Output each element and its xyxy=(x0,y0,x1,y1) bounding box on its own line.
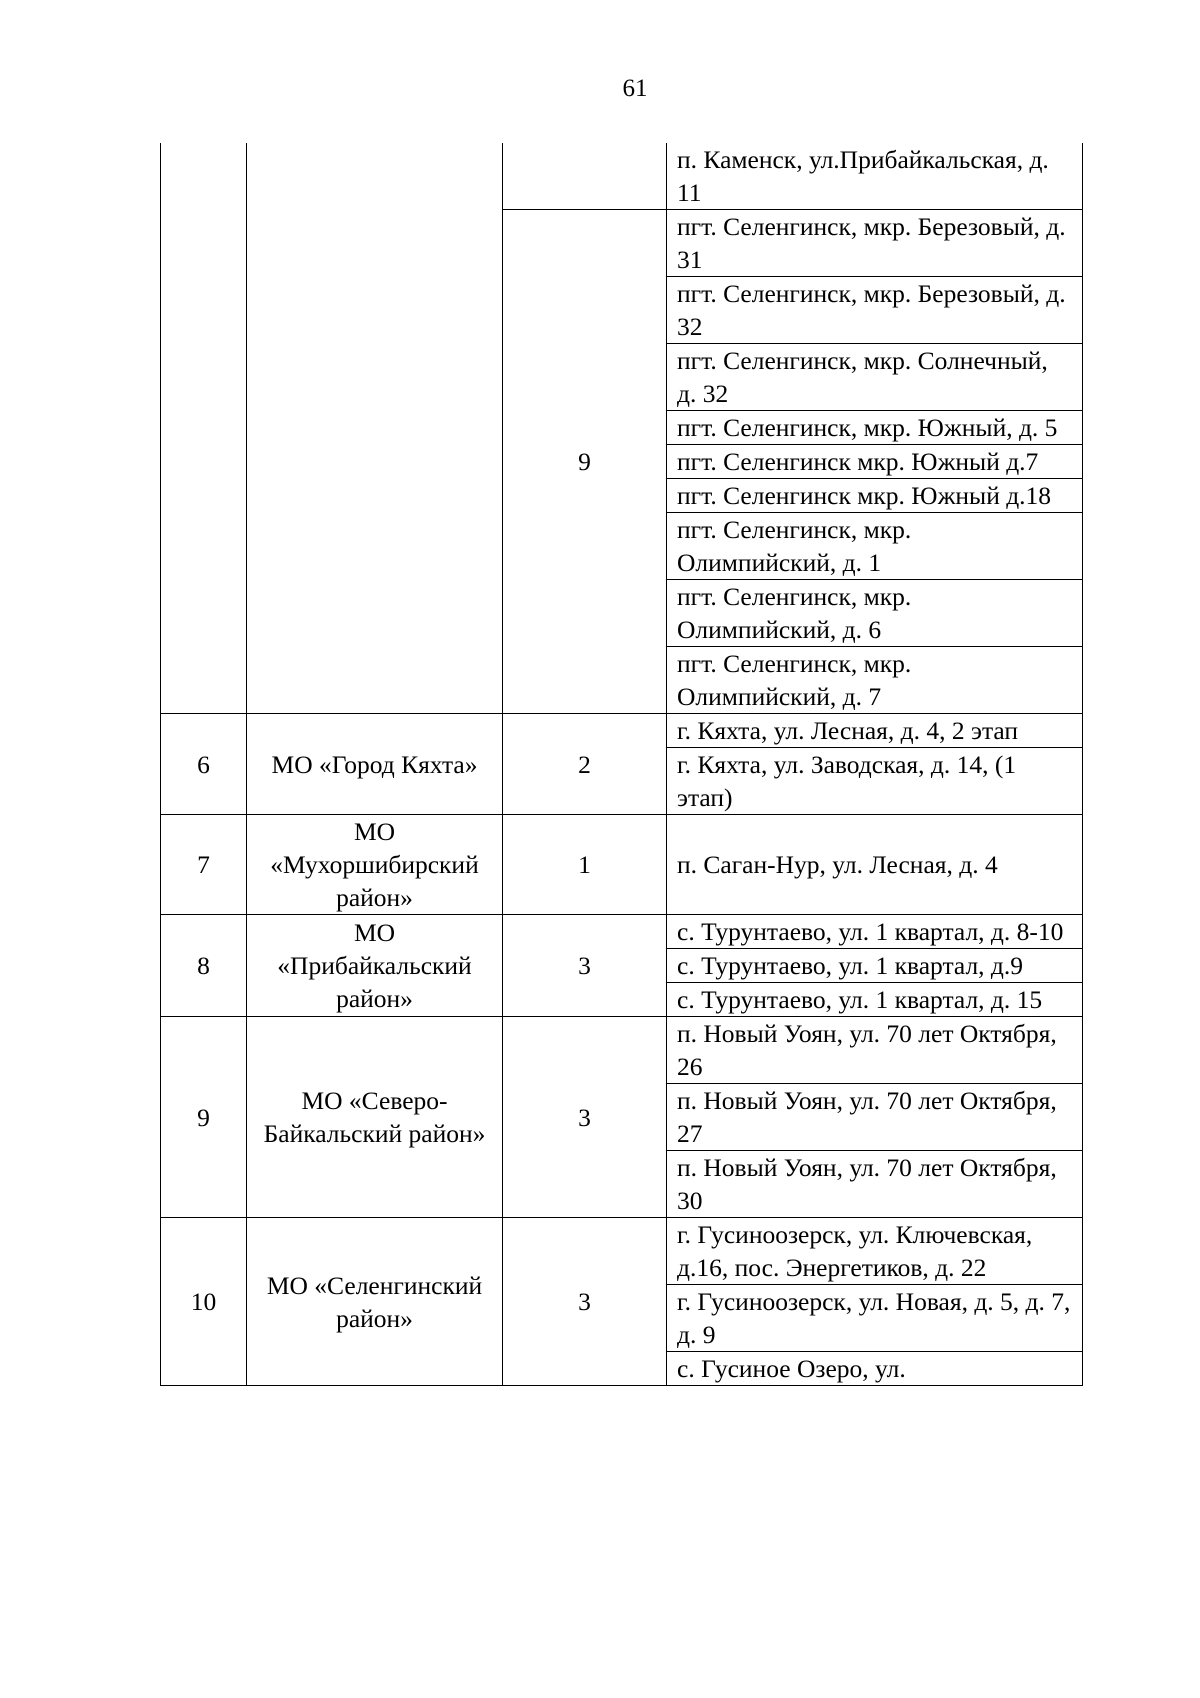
address-cell: пгт. Селенгинск, мкр. Южный, д. 5 xyxy=(667,411,1083,445)
address-cell: пгт. Селенгинск, мкр. Олимпийский, д. 6 xyxy=(667,580,1083,647)
count-cell: 1 xyxy=(503,815,667,915)
address-cell: с. Турунтаево, ул. 1 квартал, д. 8-10 xyxy=(667,915,1083,949)
table-row xyxy=(161,1218,1083,1285)
row-number-cell: 9 xyxy=(161,1017,247,1218)
count-cell: 3 xyxy=(503,1017,667,1218)
address-cell: г. Гусиноозерск, ул. Новая, д. 5, д. 7, д. 9 xyxy=(667,1285,1083,1352)
address-cell: с. Гусиное Озеро, ул. xyxy=(667,1352,1083,1386)
table-row xyxy=(161,915,1083,949)
address-cell: пгт. Селенгинск, мкр. Олимпийский, д. 1 xyxy=(667,513,1083,580)
address-cell: п. Саган-Нур, ул. Лесная, д. 4 xyxy=(667,815,1083,915)
mo-cell xyxy=(247,143,503,714)
address-cell: пгт. Селенгинск, мкр. Березовый, д. 32 xyxy=(667,277,1083,344)
mo-cell: МО «Селенгинский район» xyxy=(247,1218,503,1386)
address-table xyxy=(160,143,1083,1386)
address-cell: пгт. Селенгинск мкр. Южный д.18 xyxy=(667,479,1083,513)
table-row xyxy=(161,1017,1083,1084)
table-row xyxy=(161,815,1083,915)
address-cell: пгт. Селенгинск, мкр. Олимпийский, д. 7 xyxy=(667,647,1083,714)
table-row xyxy=(161,143,1083,210)
mo-cell: МО «Мухоршибирский район» xyxy=(247,815,503,915)
table-row xyxy=(161,714,1083,748)
count-cell xyxy=(503,143,667,210)
address-cell: п. Новый Уоян, ул. 70 лет Октября, 30 xyxy=(667,1151,1083,1218)
count-cell: 9 xyxy=(503,210,667,714)
address-cell: п. Новый Уоян, ул. 70 лет Октября, 27 xyxy=(667,1084,1083,1151)
mo-cell: МО «Северо-Байкальский район» xyxy=(247,1017,503,1218)
row-number-cell: 10 xyxy=(161,1218,247,1386)
count-cell: 3 xyxy=(503,915,667,1017)
mo-cell: МО «Прибайкальский район» xyxy=(247,915,503,1017)
address-cell: пгт. Селенгинск, мкр. Березовый, д. 31 xyxy=(667,210,1083,277)
address-cell: пгт. Селенгинск мкр. Южный д.7 xyxy=(667,445,1083,479)
row-number-cell: 7 xyxy=(161,815,247,915)
count-cell: 2 xyxy=(503,714,667,815)
count-cell: 3 xyxy=(503,1218,667,1386)
address-cell: пгт. Селенгинск, мкр. Солнечный, д. 32 xyxy=(667,344,1083,411)
address-cell: п. Каменск, ул.Прибайкальская, д. 11 xyxy=(667,143,1083,210)
address-cell: г. Гусиноозерск, ул. Ключевская, д.16, пос. Энергетиков, д. 22 xyxy=(667,1218,1083,1285)
row-number-cell: 6 xyxy=(161,714,247,815)
address-cell: с. Турунтаево, ул. 1 квартал, д.9 xyxy=(667,949,1083,983)
address-cell: п. Новый Уоян, ул. 70 лет Октября, 26 xyxy=(667,1017,1083,1084)
mo-cell: МО «Город Кяхта» xyxy=(247,714,503,815)
row-number-cell xyxy=(161,143,247,714)
page-number: 61 xyxy=(622,75,648,102)
address-cell: с. Турунтаево, ул. 1 квартал, д. 15 xyxy=(667,983,1083,1017)
address-cell: г. Кяхта, ул. Лесная, д. 4, 2 этап xyxy=(667,714,1083,748)
row-number-cell: 8 xyxy=(161,915,247,1017)
address-cell: г. Кяхта, ул. Заводская, д. 14, (1 этап) xyxy=(667,748,1083,815)
